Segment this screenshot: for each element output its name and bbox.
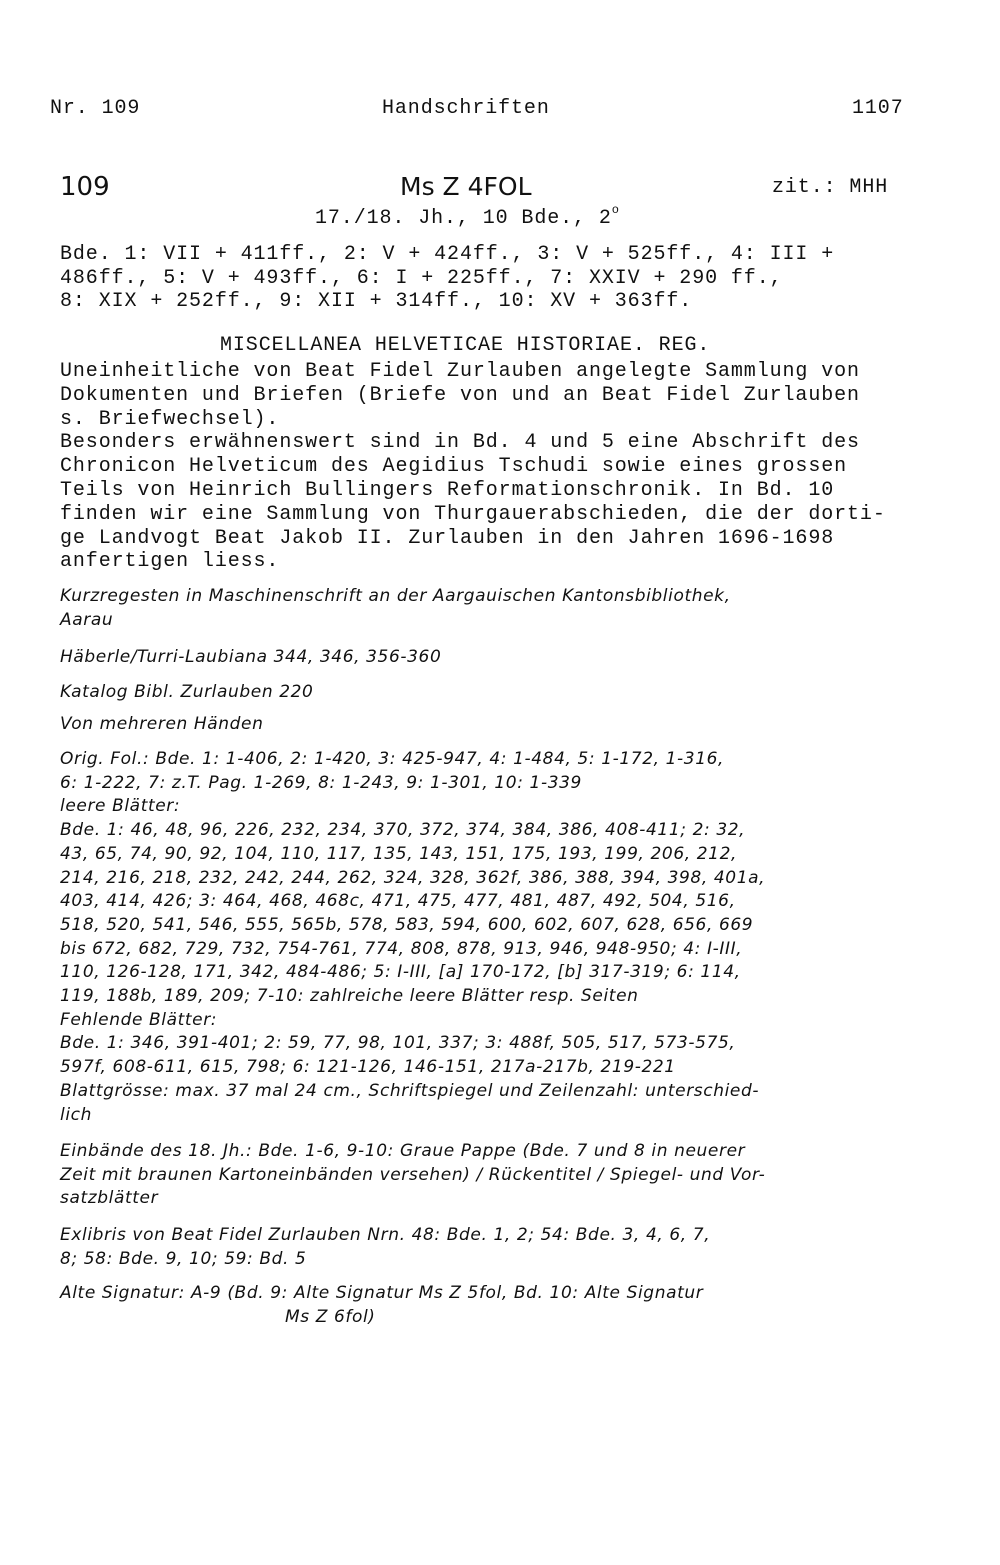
foliation-line: Bde. 1: 346, 391-401; 2: 59, 77, 98, 101, 337; 3: 488f, 505, 517, 573-575,: [60, 1033, 736, 1054]
foliation-line: 403, 414, 426; 3: 464, 468, 468c, 471, 475, 477, 481, 487, 492, 504, 516,: [60, 891, 736, 912]
description-line: Chronicon Helveticum des Aegidius Tschudi sowie eines grossen: [60, 455, 848, 479]
old-signature-line: Alte Signatur: A-9 (Bd. 9: Alte Signatur Ms Z 5fol, Bd. 10: Alte Signatur: [60, 1283, 704, 1303]
volume-extent-line: 486ff., 5: V + 493ff., 6: I + 225ff., 7: XXIV + 290 ff.,: [60, 266, 783, 290]
entry-number: 109: [60, 172, 110, 202]
description-line: Besonders erwähnenswert sind in Bd. 4 und 5 eine Abschrift des: [60, 431, 860, 455]
description-line: Uneinheitliche von Beat Fidel Zurlauben angelegte Sammlung von: [60, 360, 860, 383]
foliation-line: 119, 188b, 189, 209; 7-10: zahlreiche leere Blätter resp. Seiten: [60, 986, 639, 1006]
foliation-line: 110, 126-128, 171, 342, 484-486; 5: I-III, [a] 170-172, [b] 317-319; 6: 114,: [60, 962, 741, 983]
hands-note: Von mehreren Händen: [60, 714, 264, 734]
description-line: Dokumenten und Briefen (Briefe von und an Beat Fidel Zurlauben: [60, 383, 860, 407]
description-line: s. Briefwechsel).: [60, 407, 280, 431]
literature-line: Katalog Bibl. Zurlauben 220: [60, 682, 314, 702]
old-signature-line: Ms Z 6fol): [285, 1307, 376, 1327]
foliation-line: Fehlende Blätter:: [60, 1009, 218, 1030]
binding-line: satzblätter: [60, 1188, 159, 1209]
foliation-line: Blattgrösse: max. 37 mal 24 cm., Schriftspiegel und Zeilenzahl: unterschied-: [60, 1080, 760, 1101]
foliation-line: 6: 1-222, 7: z.T. Pag. 1-269, 8: 1-243, 9: 1-301, 10: 1-339: [60, 772, 582, 793]
binding-line: Einbände des 18. Jh.: Bde. 1-6, 9-10: Graue Pappe (Bde. 7 und 8 in neuerer: [60, 1141, 746, 1161]
literature-line: Häberle/Turri-Laubiana 344, 346, 356-360: [60, 647, 442, 667]
description-line: finden wir eine Sammlung von Thurgauerabschieden, die der dorti-: [60, 502, 886, 526]
foliation-line: 597f, 608-611, 615, 798; 6: 121-126, 146-151, 217a-217b, 219-221: [60, 1057, 676, 1078]
foliation-line: lich: [60, 1104, 92, 1125]
exlibris-line: 8; 58: Bde. 9, 10; 59: Bd. 5: [60, 1248, 307, 1269]
foliation-line: bis 672, 682, 729, 732, 754-761, 774, 808, 878, 913, 946, 948-950; 4: I-III,: [60, 938, 743, 959]
date-line-text: 17./18. Jh., 10 Bde., 2: [315, 207, 612, 230]
binding-line: Zeit mit braunen Kartoneinbänden versehen) / Rückentitel / Spiegel- und Vor-: [60, 1164, 766, 1185]
foliation-line: Bde. 1: 46, 48, 96, 226, 232, 234, 370, 372, 374, 384, 386, 408-411; 2: 32,: [60, 820, 746, 841]
volume-extent-line: Bde. 1: VII + 411ff., 2: V + 424ff., 3: V + 525ff., 4: III +: [60, 243, 835, 266]
header-section-number: Nr. 109: [50, 97, 141, 120]
description-line: anfertigen liess.: [60, 550, 280, 574]
citation-abbreviation: zit.: MHH: [772, 176, 889, 199]
foliation-line: 214, 216, 218, 232, 242, 244, 262, 324, 328, 362f, 386, 388, 394, 398, 401a,: [60, 867, 766, 888]
volume-extent-line: 8: XIX + 252ff., 9: XII + 314ff., 10: XV + 363ff.: [60, 290, 693, 314]
description-line: ge Landvogt Beat Jakob II. Zurlauben in den Jahren 1696-1698: [60, 526, 835, 550]
literature-line: Kurzregesten in Maschinenschrift an der Aargauischen Kantonsbibliothek,: [60, 586, 731, 606]
header-page-number: 1107: [852, 97, 904, 120]
literature-line: Aarau: [60, 610, 114, 630]
description-line: Teils von Heinrich Bullingers Reformationschronik. In Bd. 10: [60, 479, 835, 502]
format-superscript: o: [611, 203, 620, 217]
foliation-line: 518, 520, 541, 546, 555, 565b, 578, 583, 594, 600, 602, 607, 628, 656, 669: [60, 914, 754, 935]
header-title: Handschriften: [382, 97, 550, 120]
exlibris-line: Exlibris von Beat Fidel Zurlauben Nrn. 48: Bde. 1, 2; 54: Bde. 3, 4, 6, 7,: [60, 1225, 711, 1245]
manuscript-signature: Ms Z 4FOL: [400, 172, 532, 201]
entry-title: MISCELLANEA HELVETICAE HISTORIAE. REG.: [220, 334, 711, 357]
foliation-line: leere Blätter:: [60, 796, 181, 817]
date-line: [315, 203, 620, 230]
foliation-line: 43, 65, 74, 90, 92, 104, 110, 117, 135, 143, 151, 175, 193, 199, 206, 212,: [60, 843, 738, 864]
foliation-line: Orig. Fol.: Bde. 1: 1-406, 2: 1-420, 3: 425-947, 4: 1-484, 5: 1-172, 1-316,: [60, 749, 725, 769]
